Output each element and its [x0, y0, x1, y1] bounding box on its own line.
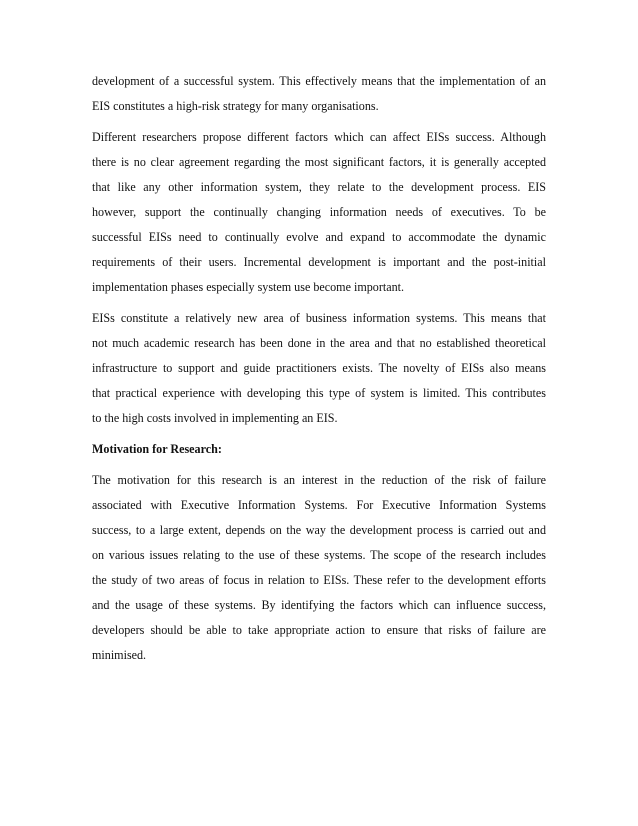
text-line: that like any other information system, they relate to the development process. EIS [92, 180, 546, 194]
paragraph-3 [92, 309, 546, 427]
text-line: and the usage of these systems. By identifying the factors which can influence success, [92, 598, 546, 612]
text-line: to the high costs involved in implementing an EIS. [92, 411, 338, 425]
text-line: not much academic research has been done in the area and that no established theoretical [92, 336, 546, 350]
text-line: however, support the continually changing information needs of executives. To be [92, 205, 546, 219]
text-line: developers should be able to take appropriate action to ensure that risks of failure are [92, 623, 546, 637]
text-line: development of a successful system. This effectively means that the implementation of an [92, 74, 546, 88]
text-line: on various issues relating to the use of these systems. The scope of the research includes [92, 548, 546, 562]
heading-text: Motivation for Research: [92, 442, 222, 456]
text-line: The motivation for this research is an interest in the reduction of the risk of failure [92, 473, 546, 487]
text-line: EISs constitute a relatively new area of business information systems. This means that [92, 311, 546, 325]
text-line: success, to a large extent, depends on the way the development process is carried out and [92, 523, 546, 537]
paragraph-2 [92, 128, 546, 296]
text-line: there is no clear agreement regarding the most significant factors, it is generally accepted [92, 155, 546, 169]
text-line: associated with Executive Information Systems. For Executive Information Systems [92, 498, 546, 512]
text-line: requirements of their users. Incremental development is important and the post-initial [92, 255, 546, 269]
text-line: Different researchers propose different factors which can affect EISs success. Although [92, 130, 546, 144]
paragraph-1 [92, 72, 546, 115]
paragraph-motivation [92, 471, 546, 664]
text-line: that practical experience with developing this type of system is limited. This contributes [92, 386, 546, 400]
document-page [92, 72, 546, 671]
text-line: minimised. [92, 648, 147, 662]
text-line: EIS constitutes a high-risk strategy for many organisations. [92, 99, 379, 113]
text-line: the study of two areas of focus in relation to EISs. These refer to the development efforts [92, 573, 546, 587]
text-line: implementation phases especially system use become important. [92, 280, 405, 294]
text-line: infrastructure to support and guide practitioners exists. The novelty of EISs also means [92, 361, 546, 375]
text-line: successful EISs need to continually evolve and expand to accommodate the dynamic [92, 230, 546, 244]
section-heading [92, 440, 546, 458]
